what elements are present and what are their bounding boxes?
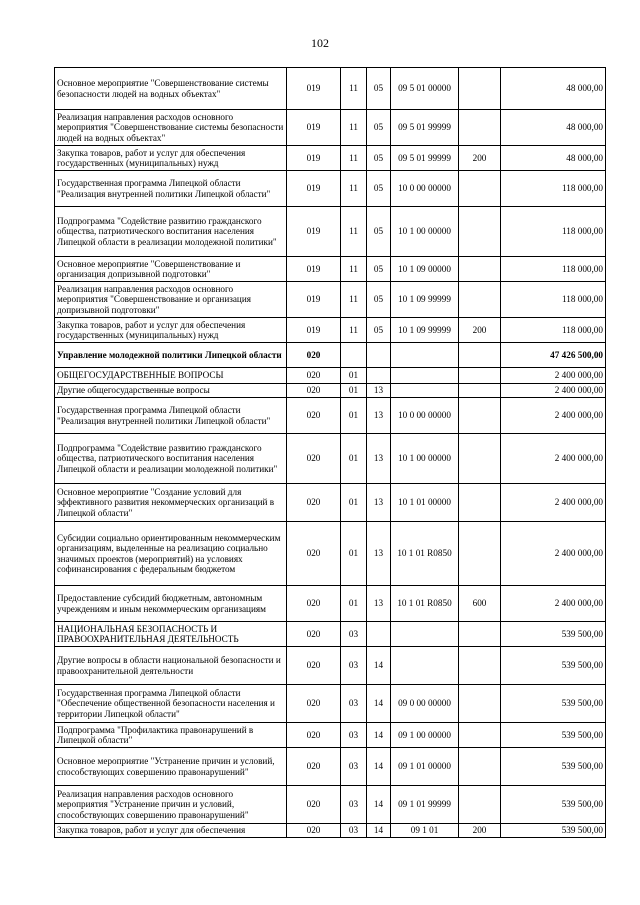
table-row bbox=[55, 368, 606, 384]
cell-section-code: 03 bbox=[341, 723, 367, 748]
cell-target-article-code: 10 1 00 00000 bbox=[391, 207, 459, 257]
cell-amount: 539 500,00 bbox=[501, 786, 606, 824]
cell-target-article-code: 09 5 01 00000 bbox=[391, 68, 459, 110]
table-row bbox=[55, 257, 606, 282]
cell-department-code: 020 bbox=[287, 368, 341, 384]
cell-amount: 118 000,00 bbox=[501, 318, 606, 343]
cell-expense-type-code: 200 bbox=[459, 146, 501, 171]
cell-department-code: 020 bbox=[287, 522, 341, 586]
cell-subsection-code: 05 bbox=[367, 171, 391, 207]
cell-section-code: 03 bbox=[341, 824, 367, 838]
table-row bbox=[55, 586, 606, 622]
cell-expense-name: Реализация направления расходов основного мероприятия "Совершенствование системы безопасности людей на водных объектах" bbox=[55, 110, 287, 146]
cell-target-article-code: 09 5 01 99999 bbox=[391, 110, 459, 146]
cell-expense-type-code bbox=[459, 398, 501, 434]
cell-subsection-code: 14 bbox=[367, 824, 391, 838]
table-body bbox=[55, 68, 606, 838]
cell-department-code: 020 bbox=[287, 384, 341, 398]
cell-target-article-code: 10 1 00 00000 bbox=[391, 434, 459, 484]
cell-subsection-code: 14 bbox=[367, 685, 391, 723]
cell-target-article-code bbox=[391, 647, 459, 685]
table-row bbox=[55, 68, 606, 110]
cell-target-article-code: 10 1 01 R0850 bbox=[391, 522, 459, 586]
cell-expense-name: Реализация направления расходов основного мероприятия "Совершенствование и организация допризывной подготовки" bbox=[55, 282, 287, 318]
cell-amount: 2 400 000,00 bbox=[501, 434, 606, 484]
table-row bbox=[55, 786, 606, 824]
cell-expense-type-code bbox=[459, 110, 501, 146]
cell-expense-type-code bbox=[459, 647, 501, 685]
cell-expense-name: Основное мероприятие "Совершенствование и организация допризывной подготовки" bbox=[55, 257, 287, 282]
cell-section-code: 03 bbox=[341, 748, 367, 786]
cell-target-article-code bbox=[391, 622, 459, 647]
cell-amount: 539 500,00 bbox=[501, 622, 606, 647]
page-number: 102 bbox=[311, 36, 329, 50]
cell-department-code: 020 bbox=[287, 748, 341, 786]
cell-amount: 2 400 000,00 bbox=[501, 368, 606, 384]
cell-amount: 118 000,00 bbox=[501, 171, 606, 207]
cell-section-code: 01 bbox=[341, 398, 367, 434]
cell-amount: 539 500,00 bbox=[501, 824, 606, 838]
table-row bbox=[55, 647, 606, 685]
cell-expense-type-code bbox=[459, 368, 501, 384]
cell-section-code: 11 bbox=[341, 257, 367, 282]
cell-expense-name: Основное мероприятие "Создание условий для эффективного развития некоммерческих организаций в Липецкой области" bbox=[55, 484, 287, 522]
cell-expense-name: Предоставление субсидий бюджетным, автономным учреждениям и иным некоммерческим организациям bbox=[55, 586, 287, 622]
cell-department-code: 019 bbox=[287, 146, 341, 171]
cell-section-code: 01 bbox=[341, 368, 367, 384]
cell-amount: 48 000,00 bbox=[501, 146, 606, 171]
cell-amount: 48 000,00 bbox=[501, 68, 606, 110]
table-row bbox=[55, 171, 606, 207]
cell-target-article-code: 10 1 01 R0850 bbox=[391, 586, 459, 622]
cell-subsection-code: 14 bbox=[367, 723, 391, 748]
cell-subsection-code: 14 bbox=[367, 786, 391, 824]
cell-target-article-code: 09 1 01 bbox=[391, 824, 459, 838]
table-row bbox=[55, 282, 606, 318]
cell-department-code: 020 bbox=[287, 723, 341, 748]
cell-expense-name: Подпрограмма "Содействие развитию гражданского общества, патриотического воспитания населения Липецкой области и реализации молодежной политики" bbox=[55, 434, 287, 484]
cell-expense-name: Закупка товаров, работ и услуг для обеспечения государственных (муниципальных) нужд bbox=[55, 146, 287, 171]
cell-subsection-code: 13 bbox=[367, 586, 391, 622]
cell-section-code: 11 bbox=[341, 318, 367, 343]
cell-section-code: 01 bbox=[341, 484, 367, 522]
cell-section-code: 03 bbox=[341, 647, 367, 685]
cell-target-article-code: 10 0 00 00000 bbox=[391, 398, 459, 434]
cell-subsection-code: 05 bbox=[367, 146, 391, 171]
cell-amount: 539 500,00 bbox=[501, 748, 606, 786]
cell-target-article-code: 09 0 00 00000 bbox=[391, 685, 459, 723]
table-row bbox=[55, 484, 606, 522]
cell-department-code: 019 bbox=[287, 282, 341, 318]
cell-subsection-code bbox=[367, 368, 391, 384]
cell-department-code: 020 bbox=[287, 586, 341, 622]
cell-department-code: 020 bbox=[287, 434, 341, 484]
cell-expense-name: Управление молодежной политики Липецкой области bbox=[55, 343, 287, 368]
cell-expense-type-code bbox=[459, 723, 501, 748]
cell-department-code: 020 bbox=[287, 786, 341, 824]
cell-department-code: 019 bbox=[287, 171, 341, 207]
table-row bbox=[55, 824, 606, 838]
cell-target-article-code: 10 0 00 00000 bbox=[391, 171, 459, 207]
cell-section-code: 11 bbox=[341, 207, 367, 257]
cell-target-article-code: 09 5 01 99999 bbox=[391, 146, 459, 171]
cell-expense-type-code: 200 bbox=[459, 824, 501, 838]
cell-section-code: 11 bbox=[341, 171, 367, 207]
cell-department-code: 019 bbox=[287, 68, 341, 110]
cell-subsection-code: 05 bbox=[367, 282, 391, 318]
cell-expense-name: Другие общегосударственные вопросы bbox=[55, 384, 287, 398]
cell-target-article-code: 10 1 09 00000 bbox=[391, 257, 459, 282]
cell-subsection-code: 05 bbox=[367, 68, 391, 110]
table-row bbox=[55, 748, 606, 786]
cell-section-code: 01 bbox=[341, 586, 367, 622]
cell-section-code: 01 bbox=[341, 434, 367, 484]
cell-amount: 2 400 000,00 bbox=[501, 522, 606, 586]
cell-expense-type-code bbox=[459, 484, 501, 522]
table-row bbox=[55, 522, 606, 586]
cell-department-code: 019 bbox=[287, 110, 341, 146]
cell-expense-name: Государственная программа Липецкой области "Реализация внутренней политики Липецкой области" bbox=[55, 171, 287, 207]
cell-amount: 48 000,00 bbox=[501, 110, 606, 146]
cell-expense-type-code bbox=[459, 622, 501, 647]
table-row bbox=[55, 685, 606, 723]
cell-subsection-code: 14 bbox=[367, 647, 391, 685]
cell-expense-name: Государственная программа Липецкой области "Реализация внутренней политики Липецкой области" bbox=[55, 398, 287, 434]
table-row bbox=[55, 318, 606, 343]
cell-target-article-code: 10 1 09 99999 bbox=[391, 282, 459, 318]
cell-amount: 2 400 000,00 bbox=[501, 484, 606, 522]
cell-expense-name: ОБЩЕГОСУДАРСТВЕННЫЕ ВОПРОСЫ bbox=[55, 368, 287, 384]
cell-target-article-code: 10 1 09 99999 bbox=[391, 318, 459, 343]
cell-subsection-code: 05 bbox=[367, 318, 391, 343]
cell-section-code bbox=[341, 343, 367, 368]
cell-target-article-code: 09 1 00 00000 bbox=[391, 723, 459, 748]
cell-target-article-code bbox=[391, 343, 459, 368]
cell-expense-name: Реализация направления расходов основного мероприятия "Устранение причин и условий, способствующих совершению правонарушений" bbox=[55, 786, 287, 824]
cell-expense-type-code bbox=[459, 434, 501, 484]
cell-expense-type-code bbox=[459, 786, 501, 824]
cell-expense-name: Основное мероприятие "Совершенствование системы безопасности людей на водных объектах" bbox=[55, 68, 287, 110]
cell-target-article-code bbox=[391, 368, 459, 384]
cell-amount: 539 500,00 bbox=[501, 647, 606, 685]
table-row bbox=[55, 398, 606, 434]
table-row bbox=[55, 622, 606, 647]
cell-subsection-code: 05 bbox=[367, 207, 391, 257]
cell-expense-type-code bbox=[459, 207, 501, 257]
cell-department-code: 020 bbox=[287, 824, 341, 838]
cell-section-code: 03 bbox=[341, 685, 367, 723]
budget-allocation-table bbox=[54, 67, 606, 838]
cell-expense-type-code bbox=[459, 282, 501, 318]
cell-subsection-code: 05 bbox=[367, 257, 391, 282]
cell-section-code: 03 bbox=[341, 622, 367, 647]
table-row bbox=[55, 207, 606, 257]
cell-department-code: 020 bbox=[287, 685, 341, 723]
cell-subsection-code: 14 bbox=[367, 748, 391, 786]
cell-subsection-code: 13 bbox=[367, 384, 391, 398]
cell-amount: 118 000,00 bbox=[501, 257, 606, 282]
cell-department-code: 020 bbox=[287, 343, 341, 368]
cell-expense-name: Закупка товаров, работ и услуг для обеспечения государственных (муниципальных) нужд bbox=[55, 318, 287, 343]
cell-subsection-code: 05 bbox=[367, 110, 391, 146]
cell-subsection-code bbox=[367, 622, 391, 647]
cell-amount: 2 400 000,00 bbox=[501, 384, 606, 398]
cell-subsection-code: 13 bbox=[367, 484, 391, 522]
cell-amount: 47 426 500,00 bbox=[501, 343, 606, 368]
cell-amount: 539 500,00 bbox=[501, 723, 606, 748]
table-row bbox=[55, 146, 606, 171]
cell-amount: 118 000,00 bbox=[501, 207, 606, 257]
cell-expense-type-code: 600 bbox=[459, 586, 501, 622]
cell-expense-type-code bbox=[459, 384, 501, 398]
cell-target-article-code: 09 1 01 99999 bbox=[391, 786, 459, 824]
cell-expense-type-code: 200 bbox=[459, 318, 501, 343]
cell-target-article-code: 09 1 01 00000 bbox=[391, 748, 459, 786]
cell-expense-type-code bbox=[459, 171, 501, 207]
cell-expense-name: Закупка товаров, работ и услуг для обеспечения bbox=[55, 824, 287, 838]
cell-department-code: 020 bbox=[287, 484, 341, 522]
cell-subsection-code: 13 bbox=[367, 398, 391, 434]
cell-section-code: 11 bbox=[341, 282, 367, 318]
cell-expense-name: Субсидии социально ориентированным некоммерческим организациям, выделенные на реализацию социально значимых проектов (мероприятий) на условиях софинансирования с федеральным бюджетом bbox=[55, 522, 287, 586]
cell-department-code: 019 bbox=[287, 257, 341, 282]
cell-target-article-code: 10 1 01 00000 bbox=[391, 484, 459, 522]
cell-amount: 2 400 000,00 bbox=[501, 398, 606, 434]
table-row bbox=[55, 434, 606, 484]
cell-amount: 118 000,00 bbox=[501, 282, 606, 318]
cell-department-code: 020 bbox=[287, 398, 341, 434]
cell-expense-type-code bbox=[459, 68, 501, 110]
cell-department-code: 019 bbox=[287, 207, 341, 257]
cell-amount: 2 400 000,00 bbox=[501, 586, 606, 622]
table-row bbox=[55, 110, 606, 146]
table-row bbox=[55, 343, 606, 368]
cell-amount: 539 500,00 bbox=[501, 685, 606, 723]
cell-expense-type-code bbox=[459, 748, 501, 786]
cell-expense-name: НАЦИОНАЛЬНАЯ БЕЗОПАСНОСТЬ И ПРАВООХРАНИТЕЛЬНАЯ ДЕЯТЕЛЬНОСТЬ bbox=[55, 622, 287, 647]
cell-subsection-code bbox=[367, 343, 391, 368]
table-row bbox=[55, 723, 606, 748]
cell-expense-name: Подпрограмма "Профилактика правонарушений в Липецкой области" bbox=[55, 723, 287, 748]
cell-section-code: 01 bbox=[341, 522, 367, 586]
cell-expense-type-code bbox=[459, 343, 501, 368]
cell-section-code: 11 bbox=[341, 68, 367, 110]
cell-department-code: 020 bbox=[287, 647, 341, 685]
cell-section-code: 01 bbox=[341, 384, 367, 398]
cell-department-code: 020 bbox=[287, 622, 341, 647]
cell-section-code: 11 bbox=[341, 146, 367, 171]
cell-expense-type-code bbox=[459, 685, 501, 723]
cell-section-code: 03 bbox=[341, 786, 367, 824]
cell-expense-name: Подпрограмма "Содействие развитию гражданского общества, патриотического воспитания населения Липецкой области в реализации молодежной политики" bbox=[55, 207, 287, 257]
cell-subsection-code: 13 bbox=[367, 434, 391, 484]
cell-expense-type-code bbox=[459, 522, 501, 586]
cell-subsection-code: 13 bbox=[367, 522, 391, 586]
cell-expense-name: Государственная программа Липецкой области "Обеспечение общественной безопасности населения и территории Липецкой области" bbox=[55, 685, 287, 723]
table-row bbox=[55, 384, 606, 398]
cell-expense-name: Другие вопросы в области национальной безопасности и правоохранительной деятельности bbox=[55, 647, 287, 685]
cell-department-code: 019 bbox=[287, 318, 341, 343]
cell-expense-type-code bbox=[459, 257, 501, 282]
cell-section-code: 11 bbox=[341, 110, 367, 146]
cell-target-article-code bbox=[391, 384, 459, 398]
cell-expense-name: Основное мероприятие "Устранение причин и условий, способствующих совершению правонарушений" bbox=[55, 748, 287, 786]
